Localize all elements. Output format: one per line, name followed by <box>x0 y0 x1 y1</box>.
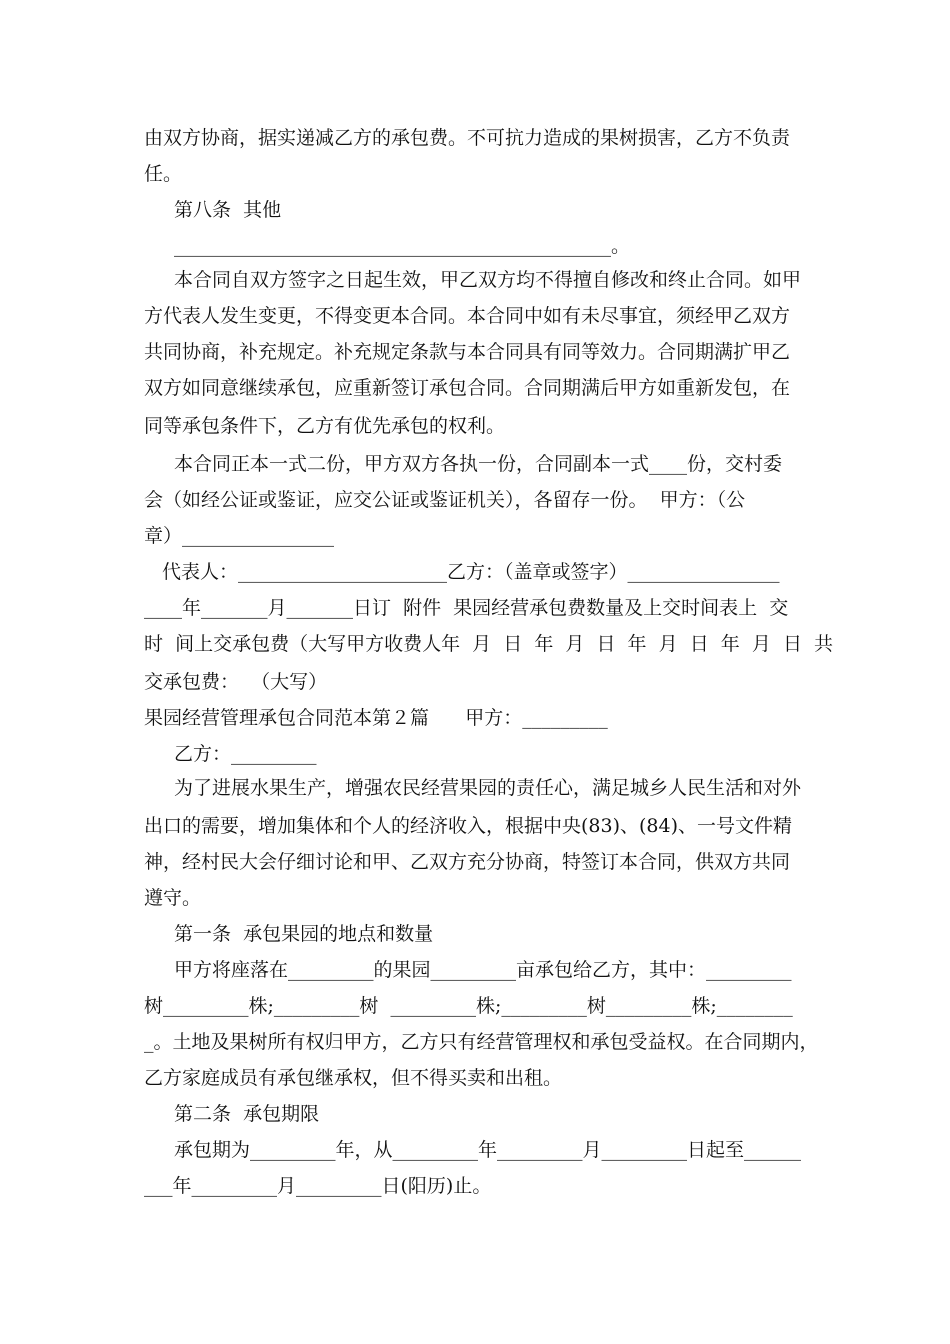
paragraph-line: 双方如同意继续承包，应重新签订承包合同。合同期满后甲方如重新发包，在 <box>144 377 791 399</box>
paragraph-line: 本合同自双方签字之日起生效，甲乙双方均不得擅自修改和终止合同。如甲 <box>174 269 802 291</box>
paragraph-line: 树_________株;_________树 _________株;_________树_________株;________ <box>144 995 793 1017</box>
section-heading: 第二条 承包期限 <box>174 1103 320 1125</box>
paragraph-line: 任。 <box>144 163 183 185</box>
paragraph-line: 章）________________ <box>144 525 335 547</box>
section-heading: 第一条 承包果园的地点和数量 <box>174 923 434 945</box>
paragraph-line: 会（如经公证或鉴证，应交公证或鉴证机关），各留存一份。 甲方：（公 <box>144 489 746 511</box>
paragraph-line: 时 间上交承包费（大写甲方收费人年 月 日 年 月 日 年 月 日 年 月 日 共 <box>144 633 834 655</box>
paragraph-line: 遵守。 <box>144 887 202 909</box>
paragraph-line: 承包期为_________年，从_________年_________月_________日起至______ <box>174 1139 802 1161</box>
paragraph-line: 交承包费： （大写） <box>144 671 328 693</box>
paragraph-line: 甲方将座落在_________的果园_________亩承包给乙方，其中：_________ <box>174 959 792 981</box>
paragraph-line: 神，经村民大会仔细讨论和甲、乙双方充分协商，特签订本合同，供双方共同 <box>144 851 791 873</box>
blank-fill-line: ______________________________________________。 <box>174 235 631 257</box>
paragraph-line: 出口的需要，增加集体和个人的经济收入，根据中央(83)、(84)、一号文件精 <box>144 815 793 837</box>
paragraph-line: 共同协商，补充规定。补充规定条款与本合同具有同等效力。合同期满扩甲乙 <box>144 341 791 363</box>
party-line: 乙方：_________ <box>174 743 317 765</box>
paragraph-line: 为了进展水果生产，增强农民经营果园的责任心，满足城乡人民生活和对外 <box>174 777 802 799</box>
document-title-line: 果园经营管理承包合同范本第２篇 甲方：_________ <box>144 707 608 729</box>
signature-line: 代表人：______________________乙方：（盖章或签字）________________ <box>162 561 780 583</box>
date-line: ____年_______月_______日订 附件 果园经营承包费数量及上交时间表上 交 <box>144 597 789 619</box>
paragraph-line: 乙方家庭成员有承包继承权，但不得买卖和出租。 <box>144 1067 563 1089</box>
paragraph-line: 同等承包条件下，乙方有优先承包的权利。 <box>144 415 506 437</box>
section-heading: 第八条 其他 <box>174 199 282 221</box>
paragraph-line: ___年_________月_________日(阳历)止。 <box>144 1175 492 1197</box>
paragraph-line: 本合同正本一式二份，甲方双方各执一份，合同副本一式____份，交村委 <box>174 453 783 475</box>
paragraph-line: 由双方协商，据实递减乙方的承包费。不可抗力造成的果树损害，乙方不负责 <box>144 127 791 149</box>
paragraph-line: _。土地及果树所有权归甲方，乙方只有经营管理权和承包受益权。在合同期内， <box>144 1031 819 1053</box>
paragraph-line: 方代表人发生变更，不得变更本合同。本合同中如有未尽事宜，须经甲乙双方 <box>144 305 791 327</box>
